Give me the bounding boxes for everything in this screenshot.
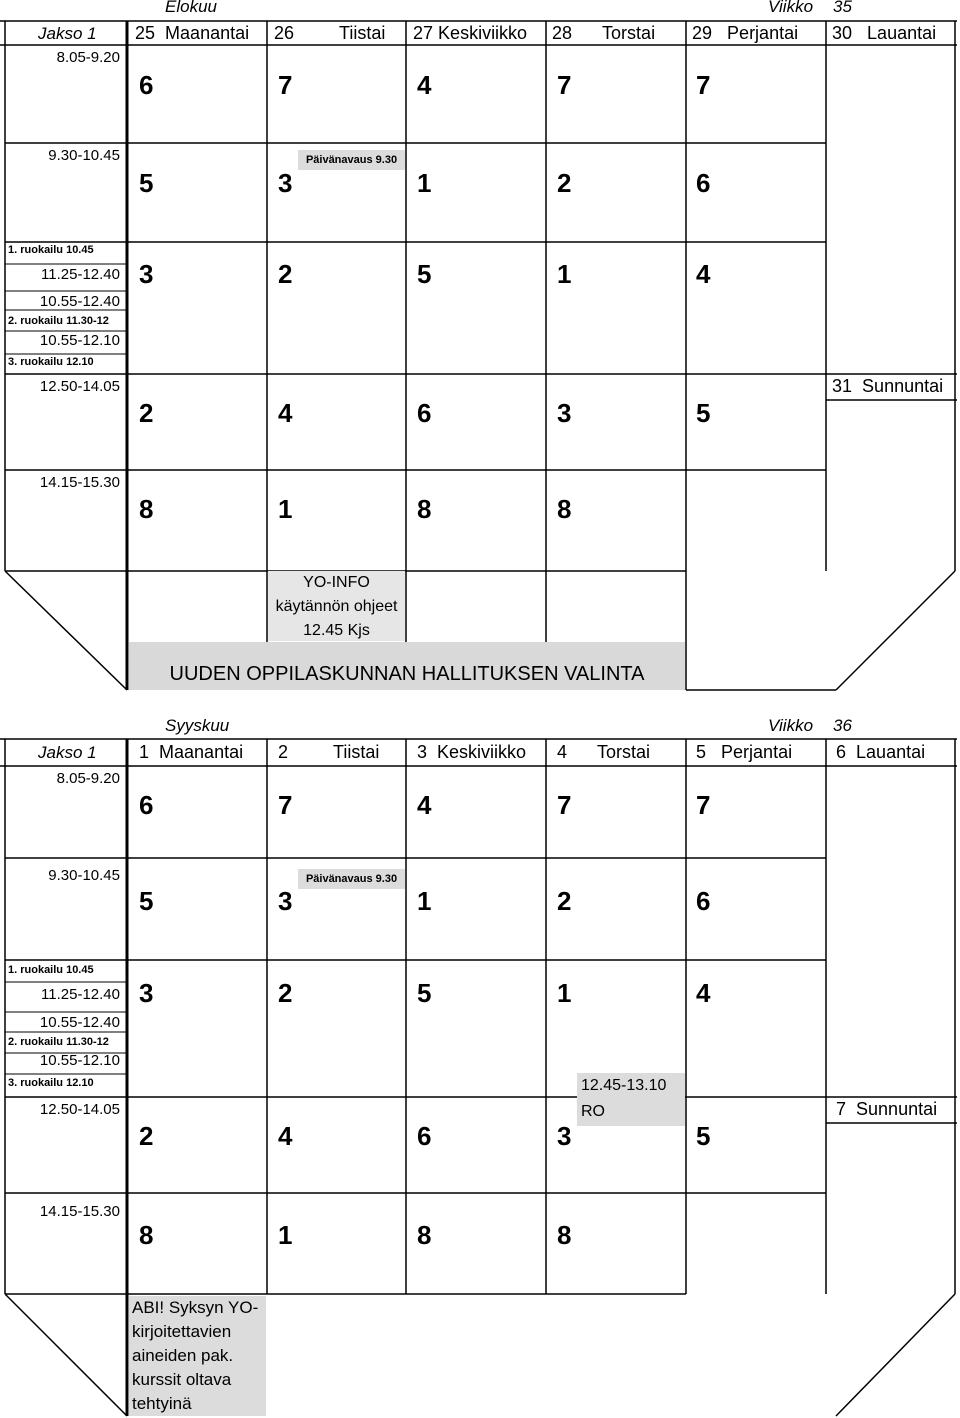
lesson-cell: 1 [417, 886, 432, 916]
lesson-cell: 5 [417, 259, 432, 289]
week-number: 36 [833, 716, 852, 735]
week-label: Viikko [768, 716, 814, 735]
lesson-cell: 5 [696, 398, 711, 428]
lunch-1-label: 1. ruokailu 10.45 [8, 244, 94, 256]
lunch-1-label: 1. ruokailu 10.45 [8, 964, 94, 976]
lesson-cell: 8 [557, 1220, 572, 1250]
week-label: Viikko [768, 0, 814, 16]
lesson-cell: 8 [139, 1220, 154, 1250]
lesson-cell: 7 [696, 70, 711, 100]
yo-info-line: käytännön ohjeet [275, 598, 398, 615]
lesson-cell: 3 [139, 978, 154, 1008]
lesson-cell: 1 [417, 168, 432, 198]
lunch-2-label: 2. ruokailu 11.30-12 [8, 315, 109, 327]
morning-assembly-note: Päivänavaus 9.30 [298, 150, 405, 170]
morning-assembly-note: Päivänavaus 9.30 [298, 869, 405, 889]
time-slot-3b: 10.55-12.40 [39, 1014, 120, 1031]
lesson-cell: 1 [278, 494, 293, 524]
lesson-cell: 6 [417, 398, 432, 428]
time-slot-5: 14.15-15.30 [39, 474, 120, 491]
lesson-cell: 7 [557, 70, 572, 100]
time-slot-3: 11.25-12.40 [41, 986, 120, 1003]
time-slot-2: 9.30-10.45 [48, 867, 120, 884]
time-slot-4: 12.50-14.05 [39, 378, 120, 395]
day-header-saturday: 6 Lauantai [836, 742, 926, 762]
lesson-cell: 3 [557, 1121, 572, 1151]
lesson-cell: 1 [557, 978, 572, 1008]
period-label: Jakso 1 [38, 24, 97, 43]
week-36-schedule [0, 712, 960, 1418]
week-number: 35 [833, 0, 852, 16]
lesson-cell: 6 [417, 1121, 432, 1151]
lesson-cell: 5 [139, 886, 154, 916]
time-slot-1: 8.05-9.20 [56, 770, 120, 787]
lesson-cell: 2 [139, 1121, 154, 1151]
ro-label: RO [581, 1103, 605, 1120]
lesson-cell: 6 [696, 886, 711, 916]
ro-time: 12.45-13.10 [581, 1077, 667, 1094]
day-header-thursday: 4 Torstai [557, 742, 651, 762]
lesson-cell: 7 [557, 790, 572, 820]
lesson-cell: 4 [696, 978, 711, 1008]
day-header-tuesday: 2 Tiistai [278, 742, 380, 762]
abi-line: kirjoitettavien [132, 1322, 232, 1341]
lesson-cell: 6 [696, 168, 711, 198]
ro-event-box [577, 1073, 685, 1126]
week-35-schedule [0, 0, 960, 700]
period-label: Jakso 1 [38, 743, 97, 762]
abi-reminder-box [129, 1296, 266, 1416]
lesson-cell: 4 [278, 1121, 293, 1151]
abi-line: tehtyinä [132, 1394, 192, 1413]
lesson-cell: 4 [417, 70, 432, 100]
lesson-cell: 2 [557, 886, 572, 916]
time-slot-1: 8.05-9.20 [56, 49, 120, 66]
day-header-friday: 5 Perjantai [696, 742, 793, 762]
day-header-monday: 25 Maanantai [135, 23, 250, 43]
time-slot-3b: 10.55-12.40 [39, 293, 120, 310]
day-header-sunday: 31 Sunnuntai [832, 376, 944, 396]
day-header-wednesday: 3 Keskiviikko [417, 742, 527, 762]
lesson-cell: 3 [278, 886, 293, 916]
lesson-cell: 8 [417, 494, 432, 524]
lesson-cell: 8 [417, 1220, 432, 1250]
lesson-cell: 7 [696, 790, 711, 820]
lunch-2-label: 2. ruokailu 11.30-12 [8, 1036, 109, 1048]
lesson-cell: 1 [557, 259, 572, 289]
month-label: Syyskuu [165, 716, 230, 735]
lesson-cell: 2 [557, 168, 572, 198]
day-header-saturday: 30 Lauantai [832, 23, 937, 43]
lesson-cell: 2 [278, 978, 293, 1008]
day-header-tuesday: 26 Tiistai [274, 23, 386, 43]
time-slot-4: 12.50-14.05 [39, 1101, 120, 1118]
lesson-cell: 8 [557, 494, 572, 524]
lesson-cell: 5 [139, 168, 154, 198]
time-slot-2: 9.30-10.45 [48, 147, 120, 164]
lesson-cell: 3 [139, 259, 154, 289]
abi-line: kurssit oltava [132, 1370, 232, 1389]
time-slot-3c: 10.55-12.10 [39, 1052, 120, 1069]
time-slot-3c: 10.55-12.10 [39, 332, 120, 349]
time-slot-5: 14.15-15.30 [39, 1203, 120, 1220]
day-header-thursday: 28 Torstai [552, 23, 656, 43]
day-header-monday: 1 Maanantai [139, 742, 244, 762]
lesson-cell: 7 [278, 790, 293, 820]
lesson-cell: 4 [696, 259, 711, 289]
lesson-cell: 4 [278, 398, 293, 428]
month-label: Elokuu [165, 0, 217, 16]
day-header-wednesday: 27 Keskiviikko [413, 23, 528, 43]
time-slot-3: 11.25-12.40 [41, 266, 120, 283]
lesson-cell: 5 [696, 1121, 711, 1151]
day-header-friday: 29 Perjantai [692, 23, 799, 43]
lunch-3-label: 3. ruokailu 12.10 [8, 1077, 94, 1089]
lesson-cell: 7 [278, 70, 293, 100]
week-35-grid-lines [0, 0, 960, 700]
abi-line: ABI! Syksyn YO- [132, 1298, 259, 1317]
day-header-sunday: 7 Sunnuntai [836, 1099, 938, 1119]
lesson-cell: 8 [139, 494, 154, 524]
lesson-cell: 3 [557, 398, 572, 428]
yo-info-title: YO-INFO [303, 574, 370, 591]
lunch-3-label: 3. ruokailu 12.10 [8, 356, 94, 368]
lesson-cell: 2 [139, 398, 154, 428]
lesson-cell: 6 [139, 70, 154, 100]
student-council-banner: UUDEN OPPILASKUNNAN HALLITUKSEN VALINTA [129, 642, 685, 690]
lesson-cell: 4 [417, 790, 432, 820]
lesson-cell: 1 [278, 1220, 293, 1250]
abi-line: aineiden pak. [132, 1346, 234, 1365]
yo-info-time: 12.45 Kjs [303, 622, 370, 639]
lesson-cell: 5 [417, 978, 432, 1008]
yo-info-box [268, 571, 405, 641]
lesson-cell: 3 [278, 168, 293, 198]
lesson-cell: 6 [139, 790, 154, 820]
lesson-cell: 2 [278, 259, 293, 289]
